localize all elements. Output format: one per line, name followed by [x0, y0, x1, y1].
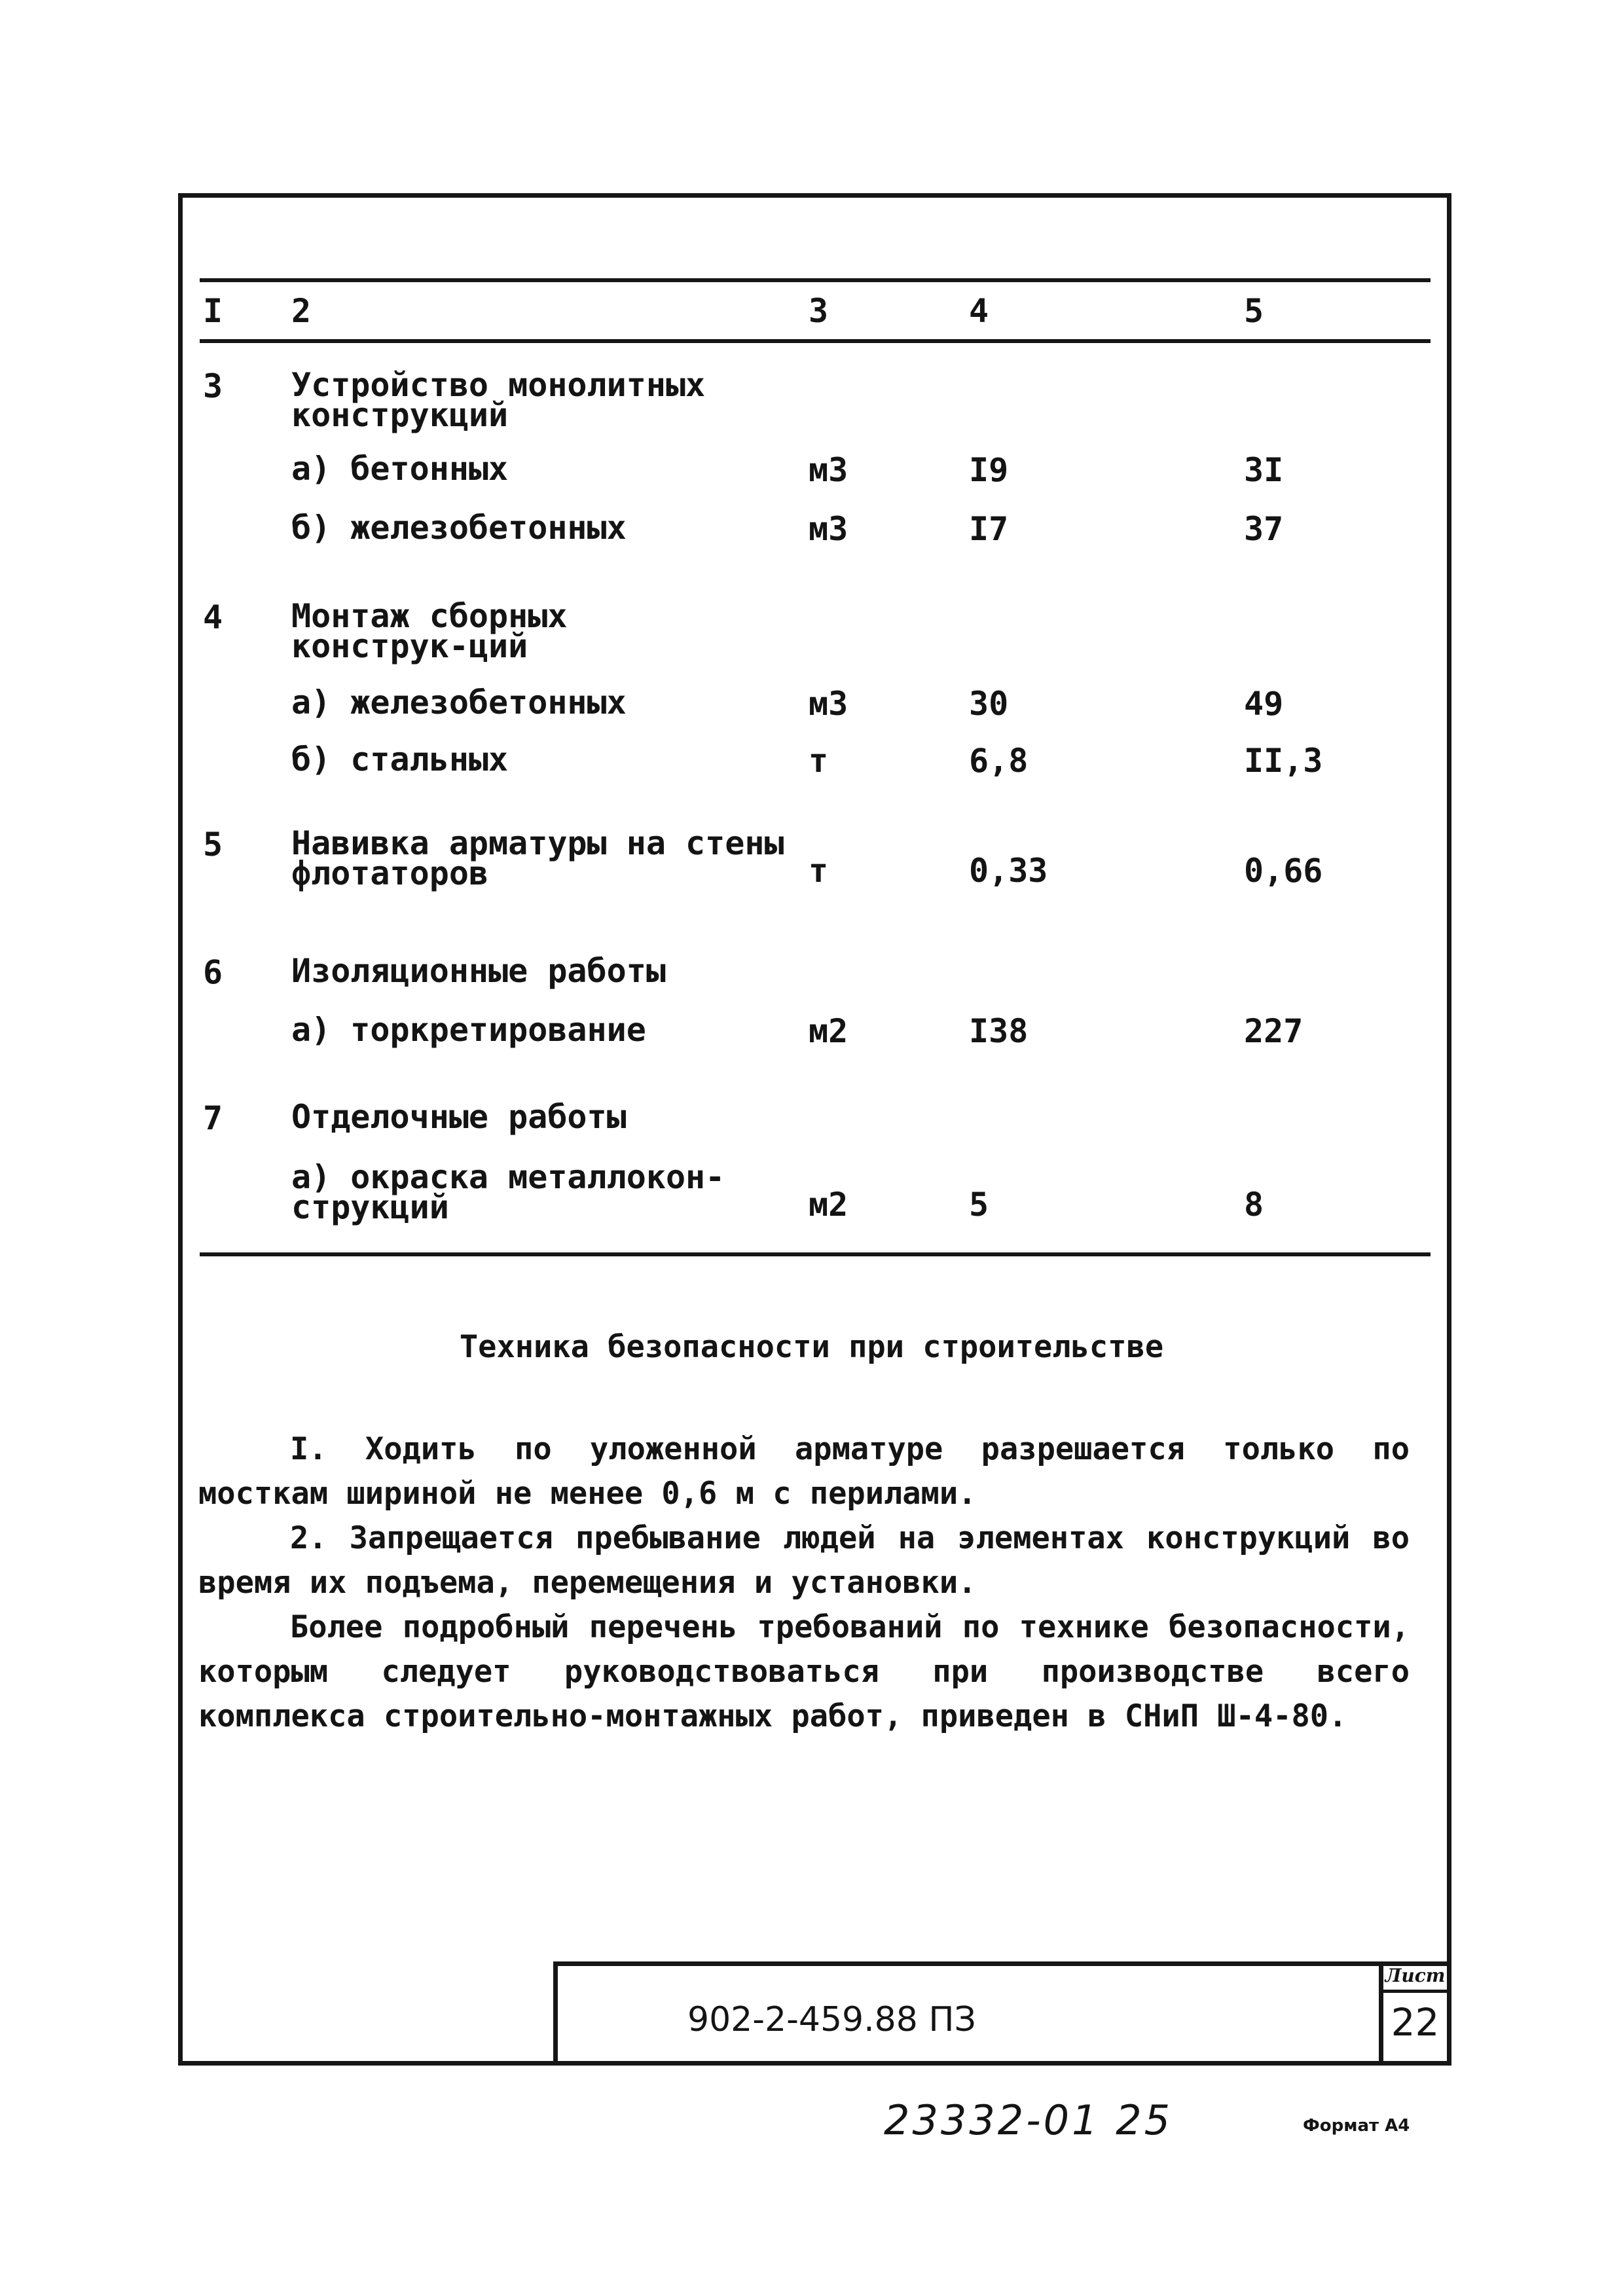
table-row-unit: м3: [809, 510, 848, 548]
table-row-qty1: 30: [969, 685, 1009, 723]
table-row-qty2: 3I: [1244, 451, 1284, 489]
table-top-rule: [200, 278, 1431, 282]
table-row-name: Изоляционные работы: [291, 952, 666, 990]
table-header-col2: 2: [291, 292, 312, 330]
table-header-rule: [200, 339, 1431, 343]
paragraph: 2. Запрещается пребывание людей на элементах конструкций во время их подъема, перемещения и установки.: [198, 1520, 1410, 1601]
table-row-qty1: 6,8: [969, 742, 1029, 780]
table-row-number: 3: [203, 367, 223, 405]
table-row-name: Навивка арматуры на стены флотаторов: [291, 824, 784, 892]
inventory-number: 23332-01 25: [884, 2096, 1173, 2144]
table-row-qty2: 37: [1244, 510, 1284, 548]
table-header-col3: 3: [809, 292, 829, 330]
sheet-label: Лист: [1379, 1961, 1451, 1993]
table-row-name: а) торкретирование: [291, 1011, 646, 1049]
table-row-number: 7: [203, 1099, 223, 1137]
paragraph: Более подробный перечень требований по технике безопасности, которым следует руководствоваться при производстве всего комплекса строительно-монтажных работ, приведен в СНиП Ш-4-80.: [198, 1609, 1410, 1734]
table-row-name: б) железобетонных: [291, 509, 627, 547]
table-row-qty2: II,3: [1244, 742, 1323, 780]
table-row-qty1: 5: [969, 1186, 989, 1224]
table-bottom-rule: [200, 1252, 1431, 1256]
table-row-number: 5: [203, 826, 223, 864]
section-title: Техника безопасности при строительстве: [459, 1329, 1164, 1365]
table-row-name: Устройство монолитных конструкций: [291, 366, 706, 434]
table-row-qty2: 49: [1244, 685, 1284, 723]
table-header-col4: 4: [969, 292, 989, 330]
table-row-name: а) окраска металлокон-струкций: [291, 1158, 725, 1226]
table-row-name: а) железобетонных: [291, 683, 627, 721]
paragraph: I. Ходить по уложенной арматуре разрешается только по мосткам шириной не менее 0,6 м с перилами.: [198, 1431, 1410, 1512]
table-row-qty1: 0,33: [969, 852, 1048, 890]
table-row-unit: м3: [809, 685, 848, 723]
format-label: Формат А4: [1303, 2116, 1410, 2136]
table-row-qty2: 227: [1244, 1012, 1304, 1050]
table-row-number: 4: [203, 598, 223, 636]
table-header-col1: I: [203, 292, 223, 330]
table-row-unit: м2: [809, 1186, 848, 1224]
table-row-qty1: I9: [969, 451, 1009, 489]
table-row-qty1: I38: [969, 1012, 1029, 1050]
table-row-unit: т: [809, 852, 829, 890]
table-row-qty1: I7: [969, 510, 1009, 548]
table-row-unit: т: [809, 742, 829, 780]
table-row-name: а) бетонных: [291, 450, 509, 488]
table-row-unit: м3: [809, 451, 848, 489]
safety-text: [198, 1427, 1410, 1739]
table-row-number: 6: [203, 953, 223, 991]
document-code: 902-2-459.88 ПЗ: [687, 2000, 976, 2039]
table-row-qty2: 0,66: [1244, 852, 1323, 890]
table-row-name: б) стальных: [291, 740, 509, 778]
table-row-qty2: 8: [1244, 1186, 1264, 1224]
table-row-name: Монтаж сборных конструк-ций: [291, 597, 568, 665]
sheet-number: 22: [1391, 2000, 1440, 2045]
table-header-col5: 5: [1244, 292, 1264, 330]
table-row-name: Отделочные работы: [291, 1098, 627, 1136]
table-row-unit: м2: [809, 1012, 848, 1050]
